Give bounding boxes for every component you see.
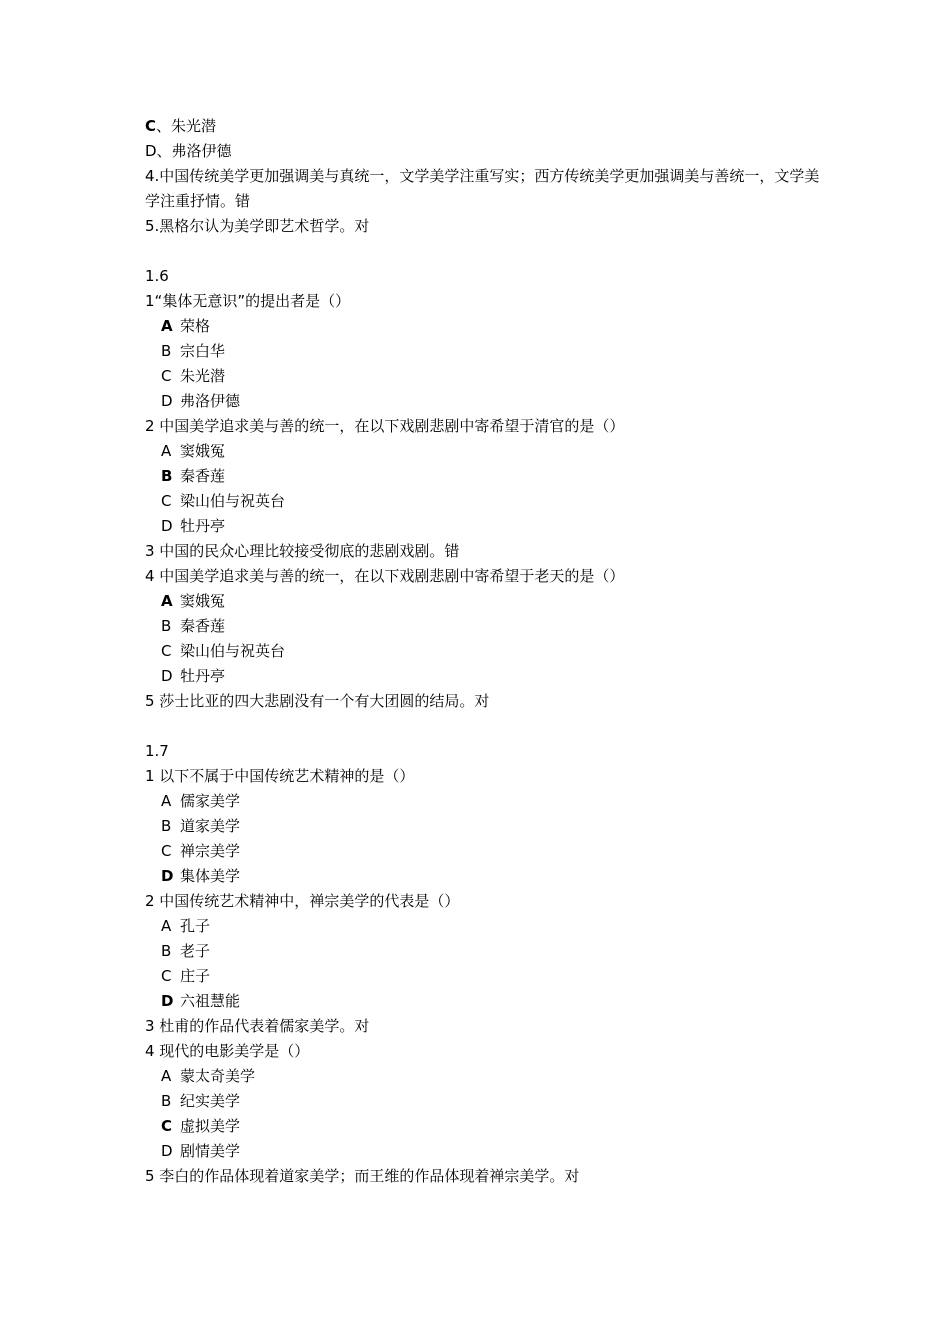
option-item [145, 864, 825, 889]
option-item [145, 789, 825, 814]
option-letter: C [161, 967, 172, 985]
option-text: 梁山伯与祝英台 [180, 642, 286, 660]
option-letter: D [161, 667, 173, 685]
option-text: 牡丹亭 [180, 517, 226, 535]
option-letter: B [161, 817, 172, 835]
option-item [145, 814, 825, 839]
option-text: 荣格 [180, 317, 211, 335]
option-item [145, 389, 825, 414]
option-item [145, 639, 825, 664]
spacer [145, 714, 825, 739]
question-text: 5.黑格尔认为美学即艺术哲学。对 [145, 217, 370, 235]
option-text: 道家美学 [180, 817, 241, 835]
spacer [145, 239, 825, 264]
option-line-c [145, 114, 825, 139]
option-letter: B [161, 1092, 172, 1110]
option-letter: B [161, 942, 172, 960]
option-text: 窦娥冤 [180, 592, 226, 610]
option-letter: B [161, 342, 172, 360]
option-letter: A [161, 1067, 172, 1085]
option-item [145, 914, 825, 939]
option-text: 虚拟美学 [180, 1117, 241, 1135]
option-text: 纪实美学 [180, 1092, 241, 1110]
question-text: 5 李白的作品体现着道家美学；而王维的作品体现着禅宗美学。对 [145, 1167, 580, 1185]
option-letter: A [161, 792, 172, 810]
option-text: 禅宗美学 [180, 842, 241, 860]
option-letter: D [161, 992, 174, 1010]
option-letter: D [161, 392, 173, 410]
option-letter: B [161, 617, 172, 635]
option-item [145, 1089, 825, 1114]
option-letter: B [161, 467, 173, 485]
option-item [145, 964, 825, 989]
option-letter: C [161, 842, 172, 860]
option-item [145, 464, 825, 489]
option-item [145, 989, 825, 1014]
option-letter: C [161, 367, 172, 385]
option-item [145, 939, 825, 964]
option-item [145, 364, 825, 389]
question-text: 1 以下不属于中国传统艺术精神的是（） [145, 767, 415, 785]
option-text: 、朱光潜 [156, 117, 217, 135]
question-text: 4 现代的电影美学是（） [145, 1042, 310, 1060]
option-letter: C [161, 1117, 173, 1135]
option-text: 六祖慧能 [180, 992, 241, 1010]
option-text: 秦香莲 [180, 467, 226, 485]
question-text: 2 中国美学追求美与善的统一，在以下戏剧悲剧中寄希望于清官的是（） [145, 417, 625, 435]
option-item [145, 514, 825, 539]
option-letter: A [161, 917, 172, 935]
question-text: 2 中国传统艺术精神中，禅宗美学的代表是（） [145, 892, 460, 910]
option-text: 蒙太奇美学 [180, 1067, 256, 1085]
option-letter: D [161, 517, 173, 535]
option-text: 集体美学 [180, 867, 241, 885]
option-text: 孔子 [180, 917, 211, 935]
option-item [145, 614, 825, 639]
option-text: 朱光潜 [180, 367, 226, 385]
option-item [145, 339, 825, 364]
option-text: 儒家美学 [180, 792, 241, 810]
option-text: 老子 [180, 942, 211, 960]
option-text: 梁山伯与祝英台 [180, 492, 286, 510]
option-text: 弗洛伊德 [180, 392, 241, 410]
option-line-d: D、弗洛伊德 [145, 142, 232, 160]
option-letter: C [145, 117, 157, 135]
option-text: 窦娥冤 [180, 442, 226, 460]
question-text: 5 莎士比亚的四大悲剧没有一个有大团圆的结局。对 [145, 692, 490, 710]
option-letter: C [161, 642, 172, 660]
document-page [145, 114, 825, 1189]
option-item [145, 839, 825, 864]
option-item [145, 314, 825, 339]
option-letter: C [161, 492, 172, 510]
question-text: 4.中国传统美学更加强调美与真统一，文学美学注重写实；西方传统美学更加强调美与善统一，文学美学注重抒情。错 [145, 167, 820, 210]
option-item [145, 489, 825, 514]
option-text: 宗白华 [180, 342, 226, 360]
option-item [145, 439, 825, 464]
question-text: 4 中国美学追求美与善的统一，在以下戏剧悲剧中寄希望于老天的是（） [145, 567, 625, 585]
option-letter: A [161, 442, 172, 460]
option-item [145, 664, 825, 689]
section-heading: 1.7 [145, 742, 169, 760]
option-item [145, 1114, 825, 1139]
option-item [145, 589, 825, 614]
question-text: 1“集体无意识”的提出者是（） [145, 292, 351, 310]
option-letter: A [161, 317, 173, 335]
option-letter: D [161, 867, 174, 885]
section-heading: 1.6 [145, 267, 169, 285]
option-text: 牡丹亭 [180, 667, 226, 685]
option-item [145, 1139, 825, 1164]
option-text: 秦香莲 [180, 617, 226, 635]
question-text: 3 中国的民众心理比较接受彻底的悲剧戏剧。错 [145, 542, 460, 560]
question-text: 3 杜甫的作品代表着儒家美学。对 [145, 1017, 370, 1035]
option-letter: D [161, 1142, 173, 1160]
option-item [145, 1064, 825, 1089]
option-letter: A [161, 592, 173, 610]
option-text: 剧情美学 [180, 1142, 241, 1160]
option-text: 庄子 [180, 967, 211, 985]
